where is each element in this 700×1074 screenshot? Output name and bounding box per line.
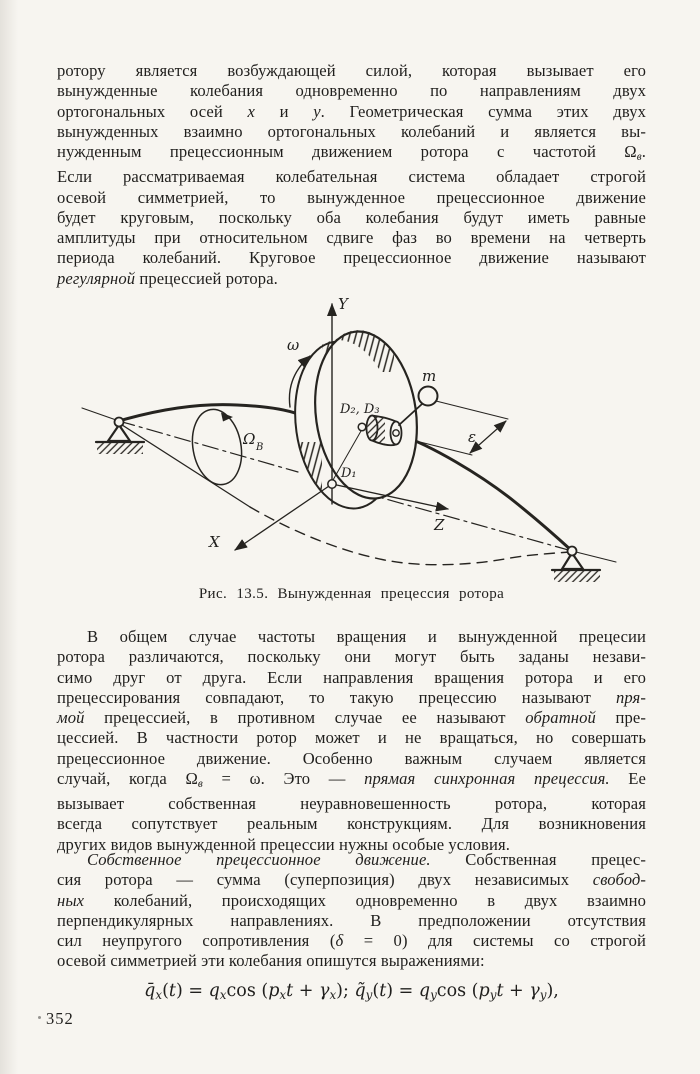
shaft-right — [400, 435, 572, 551]
bearing-axis-right-extension — [572, 551, 616, 562]
text-line: сил неупругого сопротивления (δ = 0) для системы со строгой — [57, 931, 646, 951]
text-line: прецессионное движение. Особенно важным случаем является — [57, 748, 646, 768]
equation: q̄x(t) = qxcos (pxt + γx); q̃y(t) = qycos (pyt + γy), — [144, 981, 559, 1002]
text-line: осевой симметрией эти колебания опишутся выражениями: — [57, 951, 485, 971]
text-line: других видов вынужденной прецессии нужны особые условия. — [57, 834, 510, 854]
precession-circle — [187, 405, 247, 488]
omega-b-sub: B — [256, 442, 264, 453]
support-ground-hatch — [554, 571, 600, 582]
text-line: перпендикулярных направлениях. В предположении отсутствия — [57, 910, 646, 930]
shaft-orbit-dashed — [250, 507, 570, 565]
text-line: ных колебаний, происходящих одновременно в двух взаимно — [57, 890, 646, 910]
support-pin — [568, 547, 577, 556]
right-support — [552, 547, 600, 583]
text-line: вызывает собственная неуравновешенность ротора, которая — [57, 794, 646, 814]
scan-speck — [38, 1016, 41, 1019]
text-line: вынужденные колебания одновременно по направлениям двух — [57, 81, 646, 101]
point-d1 — [328, 480, 336, 488]
text-line: мой прецессией, в противном случае ее называют обратной пре- — [57, 708, 647, 728]
text-line: цессией. В частности ротор может и не вращаться, но совершать — [57, 728, 646, 748]
support-ground-hatch — [97, 443, 143, 454]
text-line: ротору является возбуждающей силой, которая вызывает его — [57, 61, 646, 80]
paragraph-1 — [57, 61, 646, 289]
d1-label: D₁ — [341, 466, 357, 481]
left-support — [96, 418, 144, 455]
text-line: прецессирования совпадают, то такую прецессию называют пря- — [57, 687, 646, 707]
d2-d3-label: D₂, D₃ — [340, 402, 380, 417]
text-line: амплитуды при относительном сдвиге фаз во времени на четверть — [57, 228, 646, 248]
text-line: осевой симметрией, то вынужденное прецессионное движение — [57, 187, 646, 207]
text-line: случай, когда Ωв = ω. Это — прямая синхронная прецессия. Ее — [57, 769, 646, 790]
text-line: симо друг от друга. Если направления вращения ротора и его — [57, 667, 646, 687]
text-line: сия ротора — сумма (суперпозиция) двух независимых свобод- — [57, 870, 646, 890]
hub-bore — [393, 430, 399, 436]
omega-label: ω — [287, 336, 300, 354]
page-number: 352 — [46, 1009, 74, 1028]
cone-lower-edge — [119, 423, 250, 507]
eccentricity-extension-lower — [420, 442, 472, 455]
text-line: ротора различаются, поскольку они могут быть заданы незави- — [57, 647, 646, 667]
text-line: нужденным прецессионным движением ротора с частотой Ωв. — [57, 142, 646, 163]
omega-b-label: Ω — [243, 430, 256, 448]
text-line: периода колебаний. Круговое прецессионное движение называют — [57, 248, 646, 268]
text-line: В общем случае частоты вращения и вынужденной прецесии — [87, 627, 646, 646]
shaft-left — [119, 405, 298, 421]
x-axis-label: X — [209, 533, 220, 551]
text-line: ортогональных осей x и y. Геометрическая сумма этих двух — [57, 101, 646, 121]
bearing-axis-left-extension — [82, 408, 119, 421]
bearing-axis-dashdot-left — [119, 421, 298, 472]
text-line: будет круговым, поскольку оба колебания будут иметь равные — [57, 207, 646, 227]
paragraph-3 — [57, 850, 646, 972]
text-line: Если рассматриваемая колебательная система обладает строгой — [57, 167, 646, 187]
text-line: регулярной прецессией ротора. — [57, 268, 278, 288]
epsilon-label: ε — [468, 428, 477, 446]
eccentricity-extension-upper — [436, 401, 508, 419]
mass-circle — [419, 387, 438, 406]
mass-label: m — [422, 367, 437, 385]
text-line: всегда сопутствует реальным конструкциям. Для возникновения — [57, 814, 646, 834]
figure-rotor-precession — [60, 292, 640, 594]
paragraph-2 — [57, 627, 646, 855]
text-line: вынужденных взаимно ортогональных колебаний и является вы- — [57, 121, 646, 141]
figure-caption: Рис. 13.5. Вынужденная прецессия ротора — [198, 586, 505, 602]
y-axis-label: Y — [338, 295, 348, 313]
text-line: Собственное прецессионное движение. Собственная прецес- — [87, 850, 646, 869]
z-axis-label: Z — [434, 516, 445, 534]
point-d2-d3 — [358, 423, 366, 431]
support-pin — [115, 418, 124, 427]
